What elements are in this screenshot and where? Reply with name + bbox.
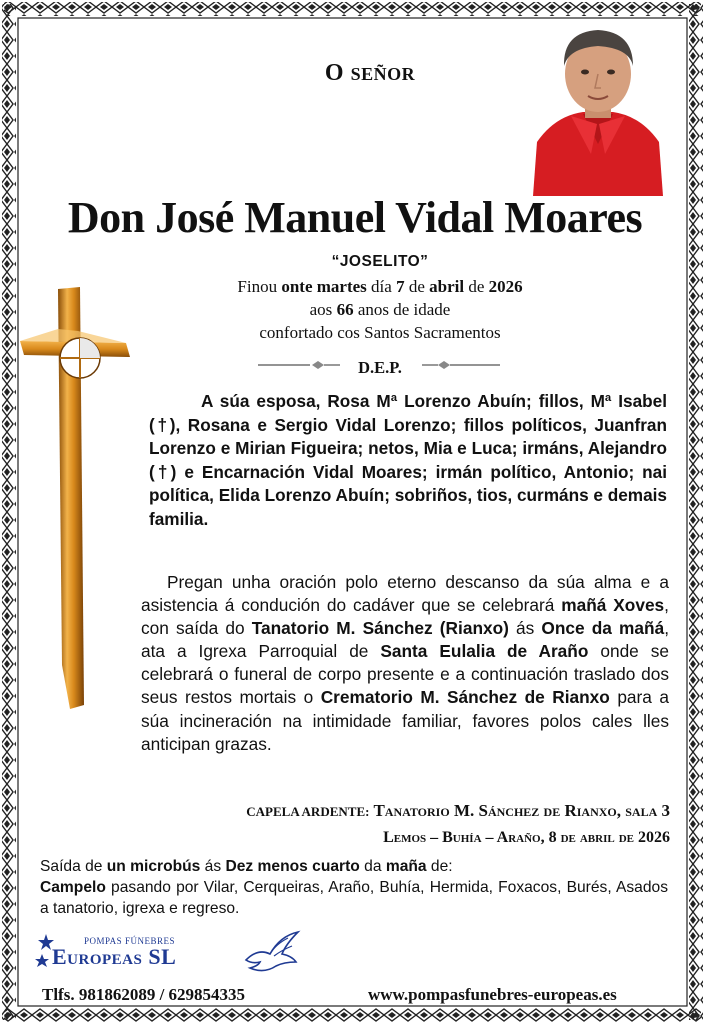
- age-line: [180, 299, 580, 321]
- bold-text: Crematorio M. Sánchez de Rianxo: [320, 687, 610, 708]
- bold-text: maña: [385, 858, 427, 875]
- chapel-info: [200, 798, 670, 851]
- location-date: Lemos – Buhía – Araño, 8 de abril de 2026: [383, 829, 670, 846]
- prayer-paragraph: [141, 571, 669, 756]
- bold-text: Once da mañá: [541, 618, 665, 639]
- family-text: A súa esposa, Rosa Mª Lorenzo Abuín; fillos, Mª Isabel (†), Rosana e Sergio Vidal Lorenzo; fillos políticos, Juanfran Lorenzo e Mirian Figueira; netos, Mia e Luca; irmáns, Alejandro (†) e Encarnación Vidal Moares; irmán político, Antonio; nai política, Elida Lorenzo Abuín; sobriños, tios, curmáns e demais familia.: [149, 391, 667, 529]
- text-run: para a súa incineración na intimidade familiar, favores polos cales lles anticipan grazas.: [141, 687, 669, 754]
- text-run: , con saída do: [141, 595, 669, 639]
- text-run: onde se celebrará o funeral de corpo presente e a continuación traslado dos seus restos mortais o: [141, 641, 669, 708]
- text-run: de: [404, 277, 430, 296]
- bold-text: Tanatorio M. Sánchez (Rianxo): [251, 618, 509, 639]
- text-run: de:: [426, 858, 453, 875]
- cross-icon: [18, 285, 132, 710]
- logo-title: Europeas SL: [52, 944, 177, 969]
- dove-icon: [240, 928, 302, 976]
- bold-text: Dez menos cuarto: [225, 858, 360, 875]
- bold-text: Santa Eulalia de Araño: [380, 641, 589, 662]
- text-run: ás: [200, 858, 226, 875]
- bold-text: abril: [429, 277, 465, 296]
- portrait-photo: [533, 24, 663, 196]
- text-run: anos de idade: [353, 300, 451, 319]
- website-link[interactable]: www.pompasfunebres-europeas.es: [368, 985, 617, 1004]
- text-run: día: [366, 277, 397, 296]
- death-date-line: [180, 276, 580, 298]
- chapel-line: [200, 798, 670, 825]
- text-run: , ata a Igrexa Parroquial de: [141, 618, 669, 662]
- bold-text: 7: [396, 277, 405, 296]
- bold-text: mañá Xoves: [561, 595, 665, 616]
- text-run: de: [464, 277, 489, 296]
- text-run: da: [359, 858, 386, 875]
- bold-text: 66: [336, 300, 354, 319]
- microbus-info: [40, 856, 668, 919]
- logo-subtitle: POMPAS FÚNEBRES: [84, 936, 175, 946]
- bold-text: 2026: [488, 277, 523, 296]
- chapel-label: CAPELA ARDENTE:: [246, 804, 370, 819]
- text-run: aos: [309, 300, 337, 319]
- chapel-place: Tanatorio M. Sánchez de Rianxo, sala 3: [373, 801, 670, 820]
- family-paragraph: [149, 390, 667, 531]
- bold-text: un microbús: [106, 858, 201, 875]
- header-prefix: O: [324, 60, 345, 86]
- text-run: ás: [508, 618, 542, 639]
- dep-divider: [250, 354, 510, 382]
- header-title-word: SEÑOR: [350, 64, 416, 84]
- text-run: Pregan unha oración polo eterno descanso da súa alma e a asistencia á condución do cadáver que se celebrará: [141, 572, 669, 616]
- text-run: Finou: [237, 277, 282, 296]
- sacraments-line: confortado cos Santos Sacramentos: [259, 323, 501, 342]
- deceased-nickname: “JOSELITO”: [331, 253, 429, 270]
- bold-text: onte martes: [281, 277, 367, 296]
- phone-numbers: Tlfs. 981862089 / 629854335: [42, 985, 246, 1004]
- deceased-name: Don José Manuel Vidal Moares: [67, 193, 643, 242]
- dep-text: D.E.P.: [358, 358, 402, 377]
- text-run: Saída de: [40, 858, 107, 875]
- text-run: pasando por Vilar, Cerqueiras, Araño, Buhía, Hermida, Foxacos, Burés, Asados a tanatorio, igrexa e regreso.: [40, 879, 668, 917]
- bold-text: Campelo: [40, 879, 106, 896]
